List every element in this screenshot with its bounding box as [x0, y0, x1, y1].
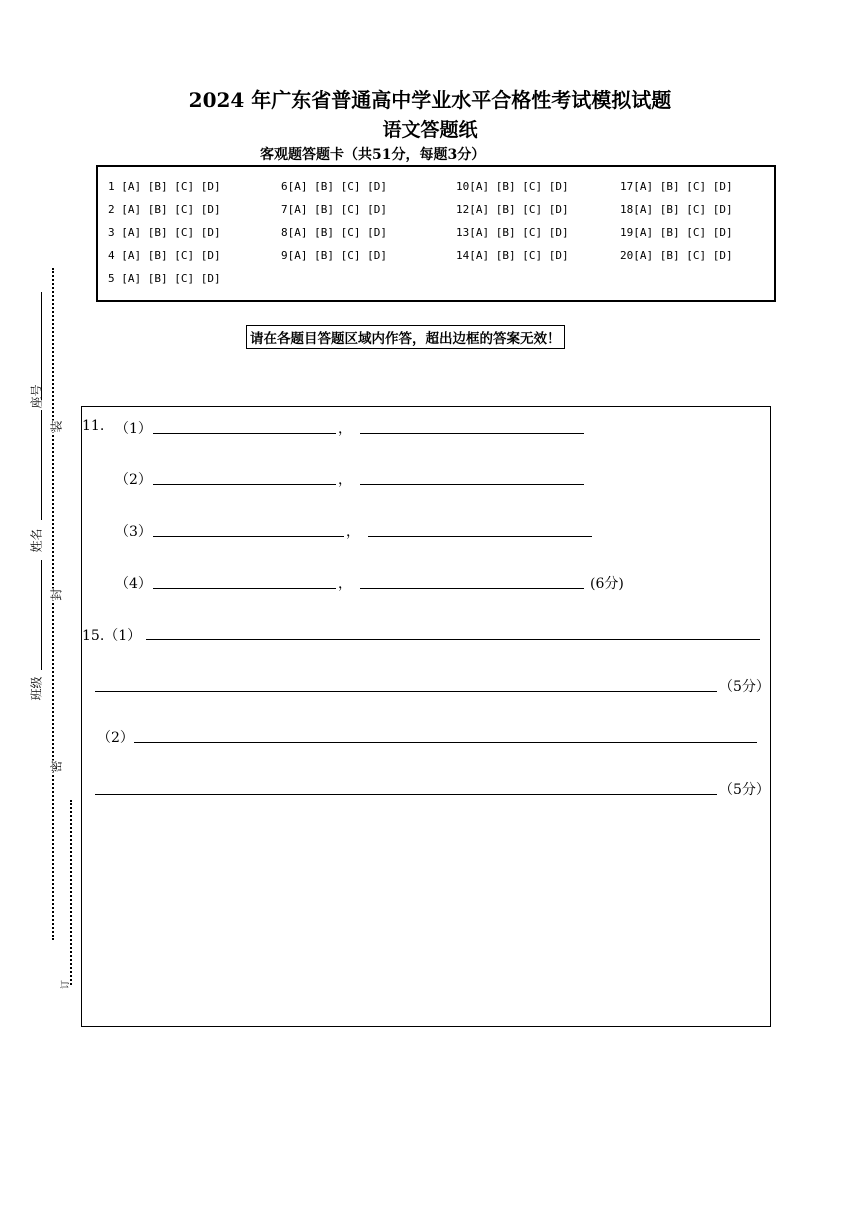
- objective-item[interactable]: 3 [A] [B] [C] [D]: [108, 226, 221, 239]
- q15-part2-label: （2）: [97, 730, 134, 746]
- ding-mark: 订: [61, 979, 72, 990]
- objective-caption: 客观题答题卡（共51分，每题3分）: [260, 147, 486, 163]
- q11-part1-blank-b[interactable]: [360, 433, 584, 434]
- binding-line-inner: [70, 800, 72, 985]
- objective-item[interactable]: 2 [A] [B] [C] [D]: [108, 203, 221, 216]
- q11-part2-blank-a[interactable]: [153, 484, 336, 485]
- objective-item[interactable]: 18[A] [B] [C] [D]: [620, 203, 733, 216]
- zhuang-mark: 装: [49, 420, 64, 433]
- answer-region-notice: 请在各题目答题区域内作答，超出边框的答案无效！: [246, 325, 565, 349]
- objective-item[interactable]: 4 [A] [B] [C] [D]: [108, 249, 221, 262]
- objective-item[interactable]: 13[A] [B] [C] [D]: [456, 226, 569, 239]
- class-write-line[interactable]: [41, 560, 42, 670]
- q11-part4-label: （4）: [115, 576, 152, 592]
- q11-part4-blank-a[interactable]: [153, 588, 336, 589]
- exam-title: 2024 年广东省普通高中学业水平合格性考试模拟试题: [188, 88, 672, 112]
- feng-mark: 封: [49, 588, 64, 601]
- objective-item[interactable]: 6[A] [B] [C] [D]: [281, 180, 387, 193]
- q11-part1-label: （1）: [115, 421, 152, 437]
- comma: ，: [338, 421, 352, 437]
- q11-part2-blank-b[interactable]: [360, 484, 584, 485]
- q11-label: 11.: [82, 418, 105, 434]
- objective-item[interactable]: 14[A] [B] [C] [D]: [456, 249, 569, 262]
- objective-item[interactable]: 8[A] [B] [C] [D]: [281, 226, 387, 239]
- q15-part1-line2[interactable]: [95, 691, 717, 692]
- q15-part2-line1[interactable]: [134, 742, 757, 743]
- comma: ，: [338, 472, 352, 488]
- comma: ，: [338, 576, 352, 592]
- objective-item[interactable]: 5 [A] [B] [C] [D]: [108, 272, 221, 285]
- q11-part4-blank-b[interactable]: [360, 588, 584, 589]
- objective-item[interactable]: 19[A] [B] [C] [D]: [620, 226, 733, 239]
- q11-part3-label: （3）: [115, 524, 152, 540]
- class-label: 班级: [29, 676, 44, 701]
- objective-item[interactable]: 9[A] [B] [C] [D]: [281, 249, 387, 262]
- q11-part3-blank-a[interactable]: [153, 536, 344, 537]
- q15-part1-label: 15.（1）: [82, 628, 142, 644]
- comma: ，: [346, 524, 360, 540]
- name-write-line[interactable]: [41, 410, 42, 520]
- q15-part1-line1[interactable]: [146, 639, 760, 640]
- name-label: 姓名: [29, 528, 44, 553]
- q11-part3-blank-b[interactable]: [368, 536, 592, 537]
- objective-answer-box: [96, 165, 776, 302]
- answer-sheet-subtitle: 语文答题纸: [382, 119, 478, 141]
- objective-item[interactable]: 12[A] [B] [C] [D]: [456, 203, 569, 216]
- q15-part1-score: （5分）: [719, 679, 770, 695]
- q11-score: (6分): [590, 576, 624, 592]
- q15-part2-score: （5分）: [719, 782, 770, 798]
- objective-item[interactable]: 20[A] [B] [C] [D]: [620, 249, 733, 262]
- q11-part2-label: （2）: [115, 472, 152, 488]
- binding-line: [52, 268, 54, 940]
- objective-item[interactable]: 1 [A] [B] [C] [D]: [108, 180, 221, 193]
- q15-part2-line2[interactable]: [95, 794, 717, 795]
- objective-item[interactable]: 17[A] [B] [C] [D]: [620, 180, 733, 193]
- objective-item[interactable]: 10[A] [B] [C] [D]: [456, 180, 569, 193]
- mi-mark: 密: [49, 760, 64, 773]
- objective-item[interactable]: 7[A] [B] [C] [D]: [281, 203, 387, 216]
- subjective-answer-box: [81, 406, 771, 1027]
- q11-part1-blank-a[interactable]: [153, 433, 336, 434]
- seat-label: 座号: [29, 384, 44, 409]
